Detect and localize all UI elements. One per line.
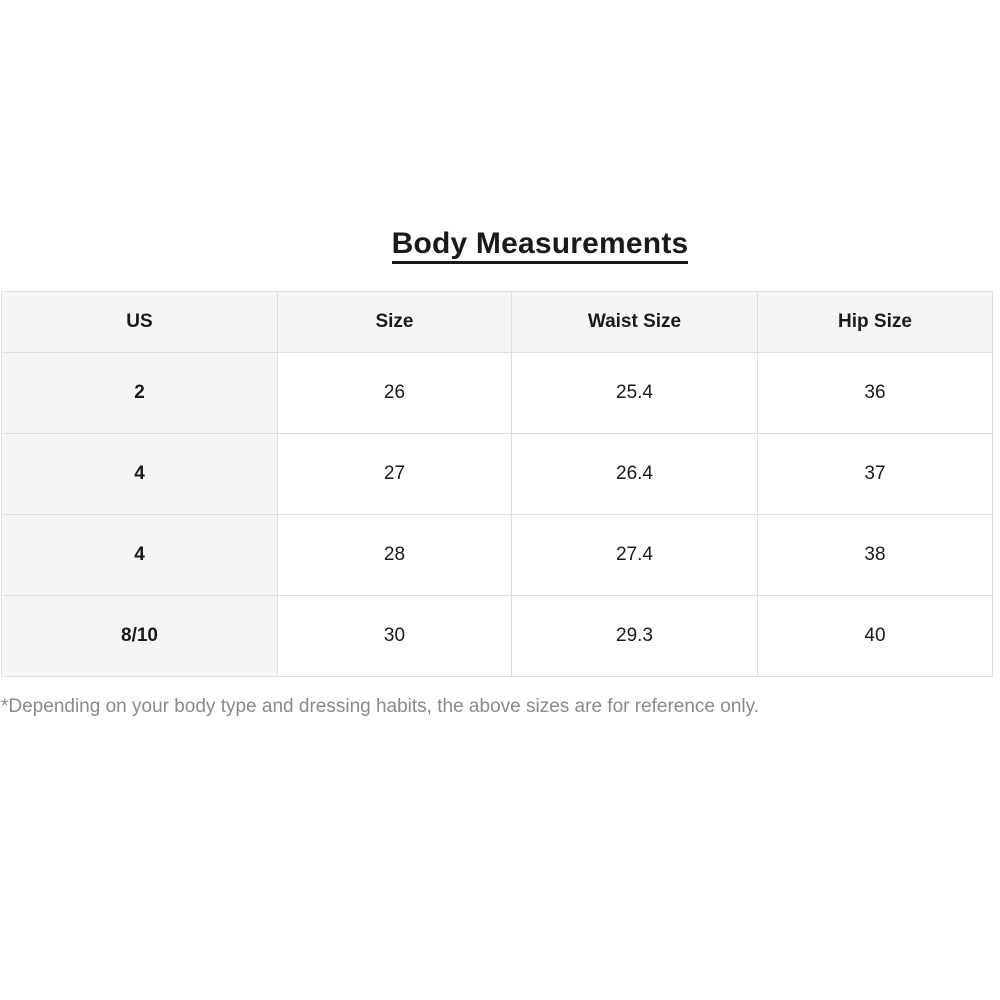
reference-footnote: *Depending on your body type and dressing habits, the above sizes are for reference only. <box>1 696 760 717</box>
waist-size-cell: 25.4 <box>512 353 758 434</box>
size-cell: 28 <box>278 515 512 596</box>
us-size-cell: 2 <box>2 353 278 434</box>
size-cell: 27 <box>278 434 512 515</box>
hip-size-cell: 37 <box>758 434 993 515</box>
waist-size-cell: 26.4 <box>512 434 758 515</box>
waist-size-cell: 29.3 <box>512 596 758 677</box>
page-title <box>0 226 1000 264</box>
header-us: US <box>2 292 278 353</box>
hip-size-cell: 36 <box>758 353 993 434</box>
header-size: Size <box>278 292 512 353</box>
size-chart-table <box>1 291 993 677</box>
header-hip-size: Hip Size <box>758 292 993 353</box>
us-size-cell: 4 <box>2 434 278 515</box>
table-row <box>2 434 993 515</box>
hip-size-cell: 40 <box>758 596 993 677</box>
table-row <box>2 515 993 596</box>
page-title-text: Body Measurements <box>392 227 689 264</box>
us-size-cell: 8/10 <box>2 596 278 677</box>
table-row <box>2 596 993 677</box>
header-waist-size: Waist Size <box>512 292 758 353</box>
table-header-row <box>2 292 993 353</box>
table-row <box>2 353 993 434</box>
waist-size-cell: 27.4 <box>512 515 758 596</box>
size-cell: 30 <box>278 596 512 677</box>
us-size-cell: 4 <box>2 515 278 596</box>
size-cell: 26 <box>278 353 512 434</box>
hip-size-cell: 38 <box>758 515 993 596</box>
